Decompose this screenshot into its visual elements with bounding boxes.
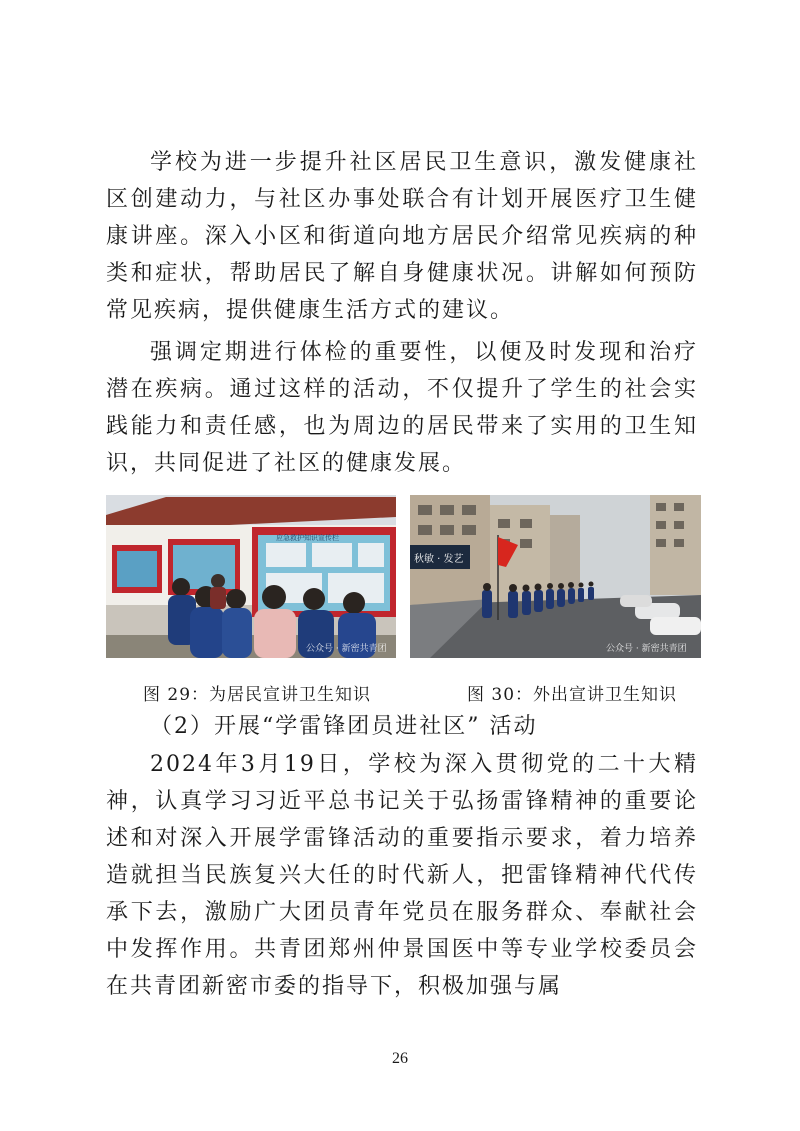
figure-30-watermark: 公众号 · 新密共青团 (606, 644, 687, 654)
shop-sign-text: 秋敏 · 发艺 (414, 554, 464, 565)
section-heading: （2）开展“学雷锋团员进社区” 活动 (150, 714, 538, 739)
paragraph-checkup: 强调定期进行体检的重要性，以便及时发现和治疗潜在疾病。通过这样的活动，不仅提升了学生的社会实践能力和责任感，也为周边的居民带来了实用的卫生知识，共同促进了社区的健康发展。 (106, 340, 698, 476)
figure-29-photo (106, 495, 396, 658)
figure-30-photo (410, 495, 701, 658)
board-title-text: 应急救护知识宣传栏 (276, 534, 339, 542)
figure-29-caption: 图 29：为居民宣讲卫生知识 (143, 685, 372, 705)
paragraph-health-lecture: 学校为进一步提升社区居民卫生意识，激发健康社区创建动力，与社区办事处联合有计划开展医疗卫生健康讲座。深入小区和街道向地方居民介绍常见疾病的种类和症状，帮助居民了解自身健康状况。讲解如何预防常见疾病，提供健康生活方式的建议。 (106, 150, 698, 323)
paragraph-lei-feng-activity: 2024年3月19日，学校为深入贯彻党的二十大精神，认真学习习近平总书记关于弘扬雷锋精神的重要论述和对深入开展学雷锋活动的重要指示要求，着力培养造就担当民族复兴大任的时代新人，把雷锋精神代代传承下去，激励广大团员青年党员在服务群众、奉献社会中发挥作用。共青团郑州仲景国医中等专业学校委员会在共青团新密市委的指导下，积极加强与属 (106, 752, 698, 999)
figure-29-watermark: 公众号 · 新密共青团 (306, 644, 387, 654)
figure-30-caption: 图 30：外出宣讲卫生知识 (467, 685, 678, 705)
page-number: 26 (392, 1050, 408, 1067)
